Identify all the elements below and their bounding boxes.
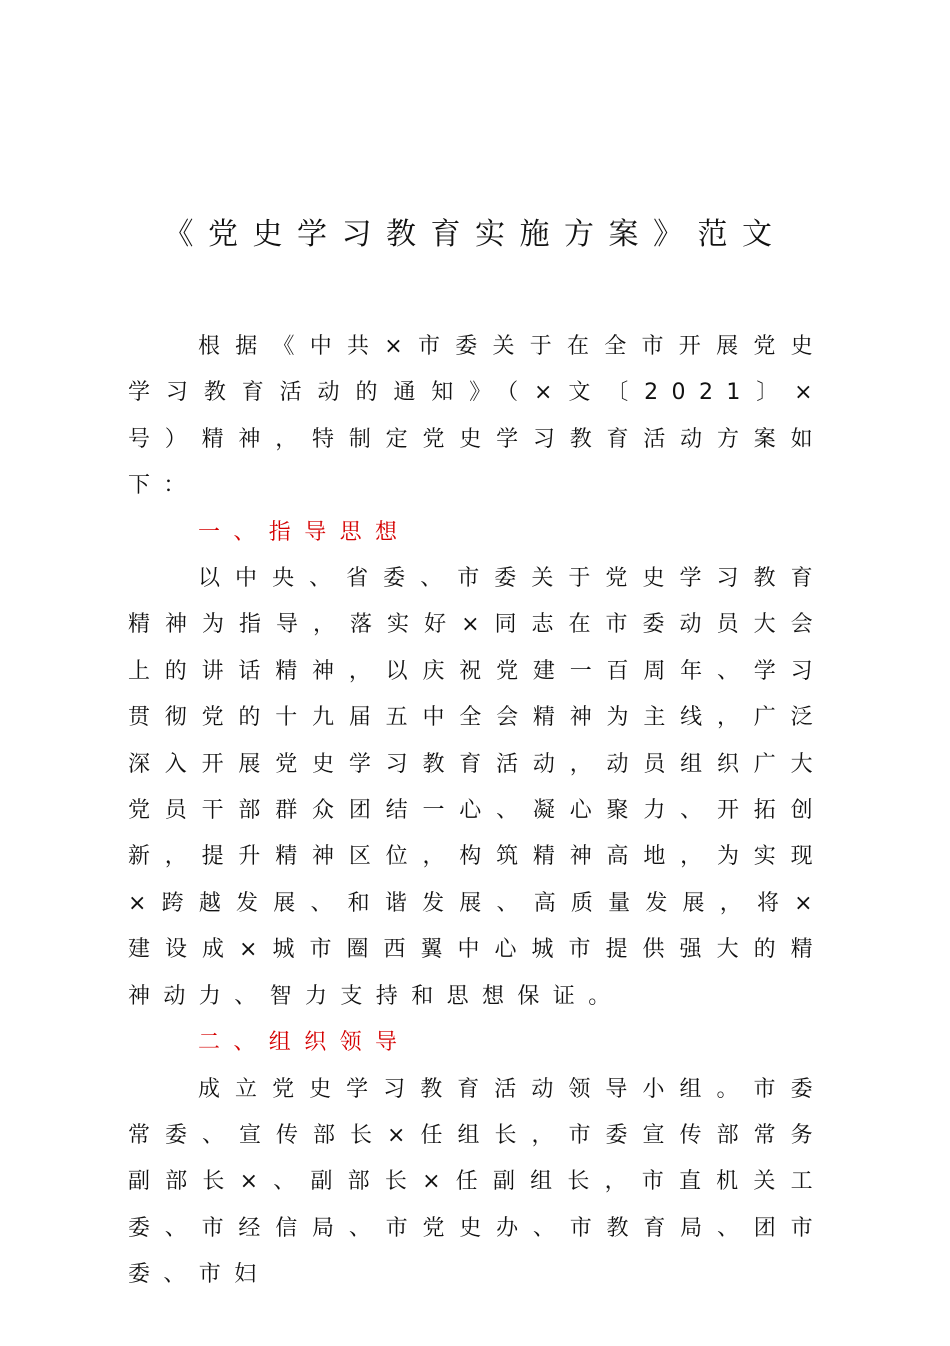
section-heading-organization-leadership: 二、组织领导 xyxy=(198,1030,411,1056)
document-title: 《党史学习教育实施方案》范文 xyxy=(163,217,787,252)
section-paragraph-organization-leadership: 成立党史学习教育活动领导小组。市委常委、宣传部长×任组长，市委宣传部常务副部长×、副部长×任副组长，市直机关工委、市经信局、市党史办、市教育局、团市委、市妇 xyxy=(128,1076,826,1288)
section-heading-guiding-ideology: 一、指导思想 xyxy=(198,519,411,545)
intro-paragraph: 根据《中共×市委关于在全市开展党史学习教育活动的通知》（×文〔2021〕×号）精神，特制定党史学习教育活动方案如下： xyxy=(128,334,826,499)
document-body xyxy=(128,324,826,1299)
section-paragraph-guiding-ideology: 以中央、省委、市委关于党史学习教育精神为指导，落实好×同志在市委动员大会上的讲话精神，以庆祝党建一百周年、学习贯彻党的十九届五中全会精神为主线，广泛深入开展党史学习教育活动，动员组织广大党员干部群众团结一心、凝心聚力、开拓创新，提升精神区位，构筑精神高地，为实现×跨越发展、和谐发展、高质量发展，将×建设成×城市圈西翼中心城市提供强大的精神动力、智力支持和思想保证。 xyxy=(128,566,826,1009)
